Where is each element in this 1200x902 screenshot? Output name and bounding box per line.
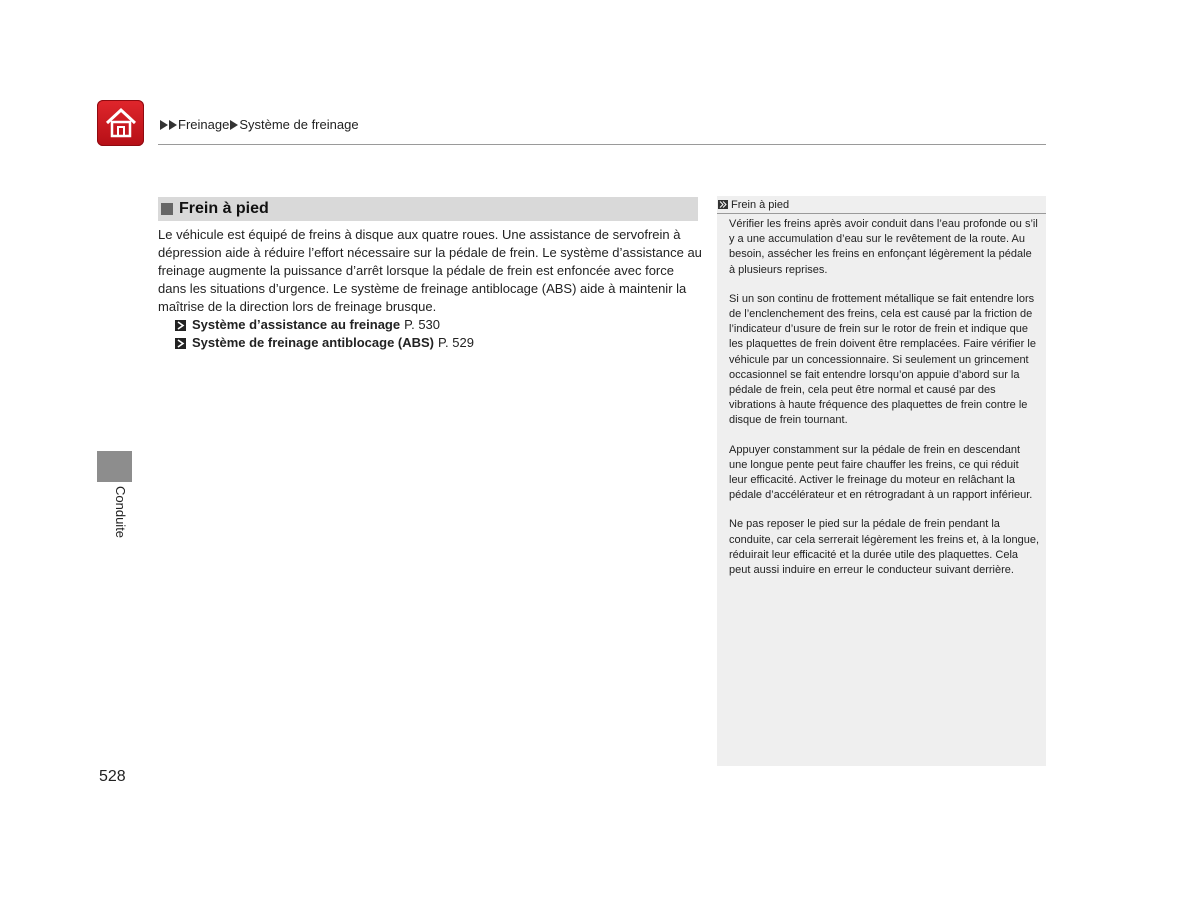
note-title: Frein à pied (731, 198, 790, 211)
breadcrumb-item-systeme-de-freinage[interactable]: Système de freinage (239, 117, 359, 132)
page-number: 528 (99, 768, 126, 785)
home-icon (104, 107, 138, 139)
note-paragraph: Vérifier les freins après avoir conduit dans l’eau profonde ou s’il y a une accumulation d’eau sur le revêtement de la route. Au besoin, assécher les freins en enfonçant légèrement la pédale à plusieurs reprises. (729, 218, 1038, 276)
note-panel (717, 196, 1046, 766)
reference-page: P. 530 (404, 317, 441, 332)
breadcrumb-arrow-icon (160, 120, 168, 130)
section-body-text: Le véhicule est équipé de freins à disque aux quatre roues. Une assistance de servofrein à dépression aide à réduire l’effort nécessaire sur la pédale de frein. Le système d’assistance au freinage augmente la puissance d’arrêt lorsque la pédale de frein est enfoncée avec force dans les situations d’urgence. Le système de freinage antiblocage (ABS) aide à maintenir la maîtrise de la direction lors de freinage brusque. (158, 227, 702, 314)
reference-link-brake-assist[interactable] (175, 316, 474, 334)
reference-link-abs[interactable] (175, 334, 474, 352)
header-divider (158, 144, 1046, 145)
breadcrumb-item-freinage[interactable]: Freinage (178, 117, 230, 132)
chapter-tab[interactable] (97, 451, 132, 482)
breadcrumb-arrow-icon (230, 120, 238, 130)
note-paragraph: Ne pas reposer le pied sur la pédale de frein pendant la conduite, car cela serrerait légèrement les freins et, à la longue, réduirait leur efficacité et la durée utile des plaquettes. Cela peut aussi induire en erreur le conducteur suivant derrière. (729, 518, 1039, 577)
note-body (729, 217, 1039, 592)
note-paragraph: Si un son continu de frottement métallique se fait entendre lors de l’enclenchement des freins, cela est causé par la friction de l’indicateur d’usure de frein sur le rotor de frein et indique que les plaquettes de frein doivent être remplacées. Faire vérifier le véhicule par un concessionnaire. Si seulement un grincement occasionnel se fait entendre lorsqu’on appuie d’abord sur la pédale de frein, cela peut être normal et causé par des vibrations à haute fréquence des plaquettes de frein contre le disque de frein tournant. (729, 292, 1036, 427)
note-header (717, 196, 1046, 214)
chapter-tab-label: Conduite (113, 486, 128, 539)
note-paragraph: Appuyer constamment sur la pédale de frein en descendant une longue pente peut faire chauffer les freins, ce qui réduit leur efficacité. Activer le freinage du moteur en relâchant la pédale d’accélérateur et en rétrogradant à un rapport inférieur. (729, 443, 1033, 502)
reference-arrow-icon (175, 320, 186, 331)
reference-title: Système d’assistance au freinage (192, 317, 401, 332)
breadcrumb (160, 117, 359, 132)
section-square-icon (161, 203, 173, 215)
section-title: Frein à pied (179, 200, 269, 217)
reference-page: P. 529 (438, 335, 474, 350)
note-arrow-icon (718, 200, 728, 209)
breadcrumb-arrow-icon (169, 120, 177, 130)
reference-arrow-icon (175, 338, 186, 349)
section-heading (158, 197, 698, 221)
reference-title: Système de freinage antiblocage (ABS) (192, 335, 435, 350)
home-button[interactable] (97, 100, 144, 146)
reference-list (175, 316, 474, 352)
